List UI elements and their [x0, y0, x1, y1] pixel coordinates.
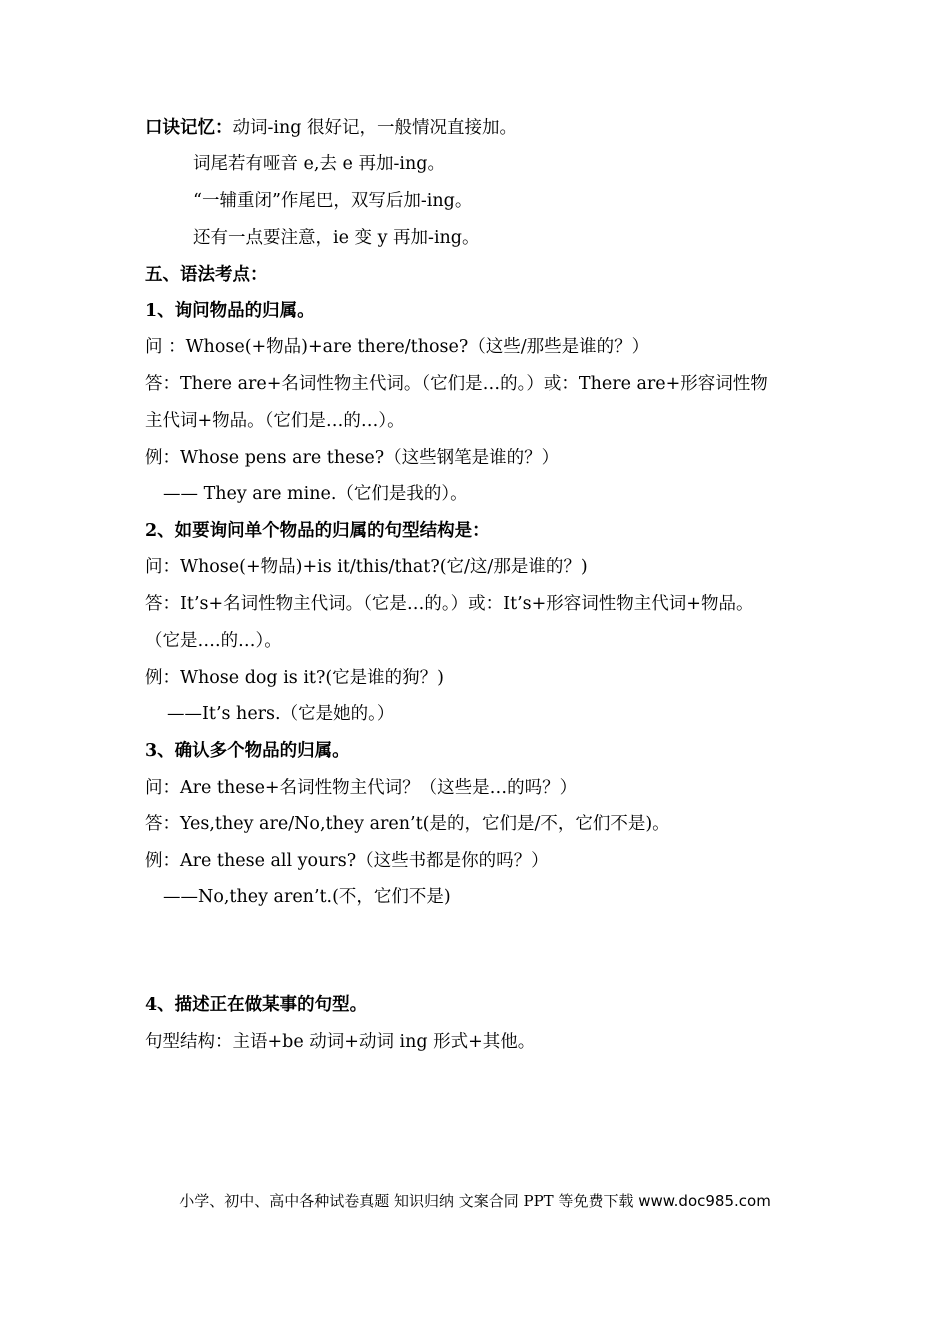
point-3-question: 问：Are these+名词性物主代词？（这些是…的吗？）: [145, 778, 578, 798]
point-2-heading: 2、如要询问单个物品的归属的句型结构是：: [145, 521, 490, 541]
point-1-answer-line-1: 答：There are+名词性物主代词。（它们是…的。）或：There are+形容词性物: [145, 374, 768, 394]
point-1-heading: 1、询问物品的归属。: [145, 301, 315, 321]
point-1-example-reply: —— They are mine.（它们是我的）。: [163, 484, 468, 504]
mnemonic-line-2: 词尾若有哑音 e,去 e 再加-ing。: [193, 154, 445, 174]
point-2-question: 问：Whose(+物品)+is it/this/that?(它/这/那是谁的？): [145, 557, 588, 577]
mnemonic-line-3: “一辅重闭”作尾巴，双写后加-ing。: [193, 191, 473, 211]
footer-site-link[interactable]: www.doc985.com: [638, 1192, 771, 1210]
point-1-answer-line-2: 主代词+物品。（它们是…的…）。: [145, 411, 405, 431]
point-2-example: 例：Whose dog is it?(它是谁的狗？): [145, 668, 445, 688]
section-title: 五、语法考点：: [145, 265, 268, 285]
footer-text: 小学、初中、高中各种试卷真题 知识归纳 文案合同 PPT 等免费下载: [179, 1192, 634, 1210]
point-1-question: 问 ：Whose(+物品)+are there/those?（这些/那些是谁的？）: [145, 337, 650, 357]
page-footer: [0, 1189, 950, 1213]
mnemonic-line-1: [145, 116, 517, 140]
point-3-answer: 答：Yes,they are/No,they aren’t(是的，它们是/不，它们不是)。: [145, 814, 670, 834]
point-4-heading: 4、描述正在做某事的句型。: [145, 995, 368, 1015]
point-4-structure: 句型结构：主语+be 动词+动词 ing 形式+其他。: [145, 1032, 536, 1052]
point-1-example: 例：Whose pens are these?（这些钢笔是谁的？）: [145, 448, 560, 468]
point-2-answer-line-1: 答：It’s+名词性物主代词。（它是…的。）或：It’s+形容词性物主代词+物品。: [145, 594, 754, 614]
point-2-example-reply: ——It’s hers.（它是她的。）: [167, 704, 395, 724]
point-2-answer-line-2: （它是….的…）。: [145, 631, 282, 651]
mnemonic-label: 口诀记忆：: [145, 118, 233, 138]
point-3-example: 例：Are these all yours?（这些书都是你的吗？）: [145, 851, 549, 871]
point-3-example-reply: ——No,they aren’t.(不，它们不是): [163, 887, 451, 907]
mnemonic-line-4: 还有一点要注意，ie 变 y 再加-ing。: [193, 228, 480, 248]
mnemonic-text-1: 动词-ing 很好记，一般情况直接加。: [232, 118, 518, 138]
point-3-heading: 3、确认多个物品的归属。: [145, 741, 350, 761]
